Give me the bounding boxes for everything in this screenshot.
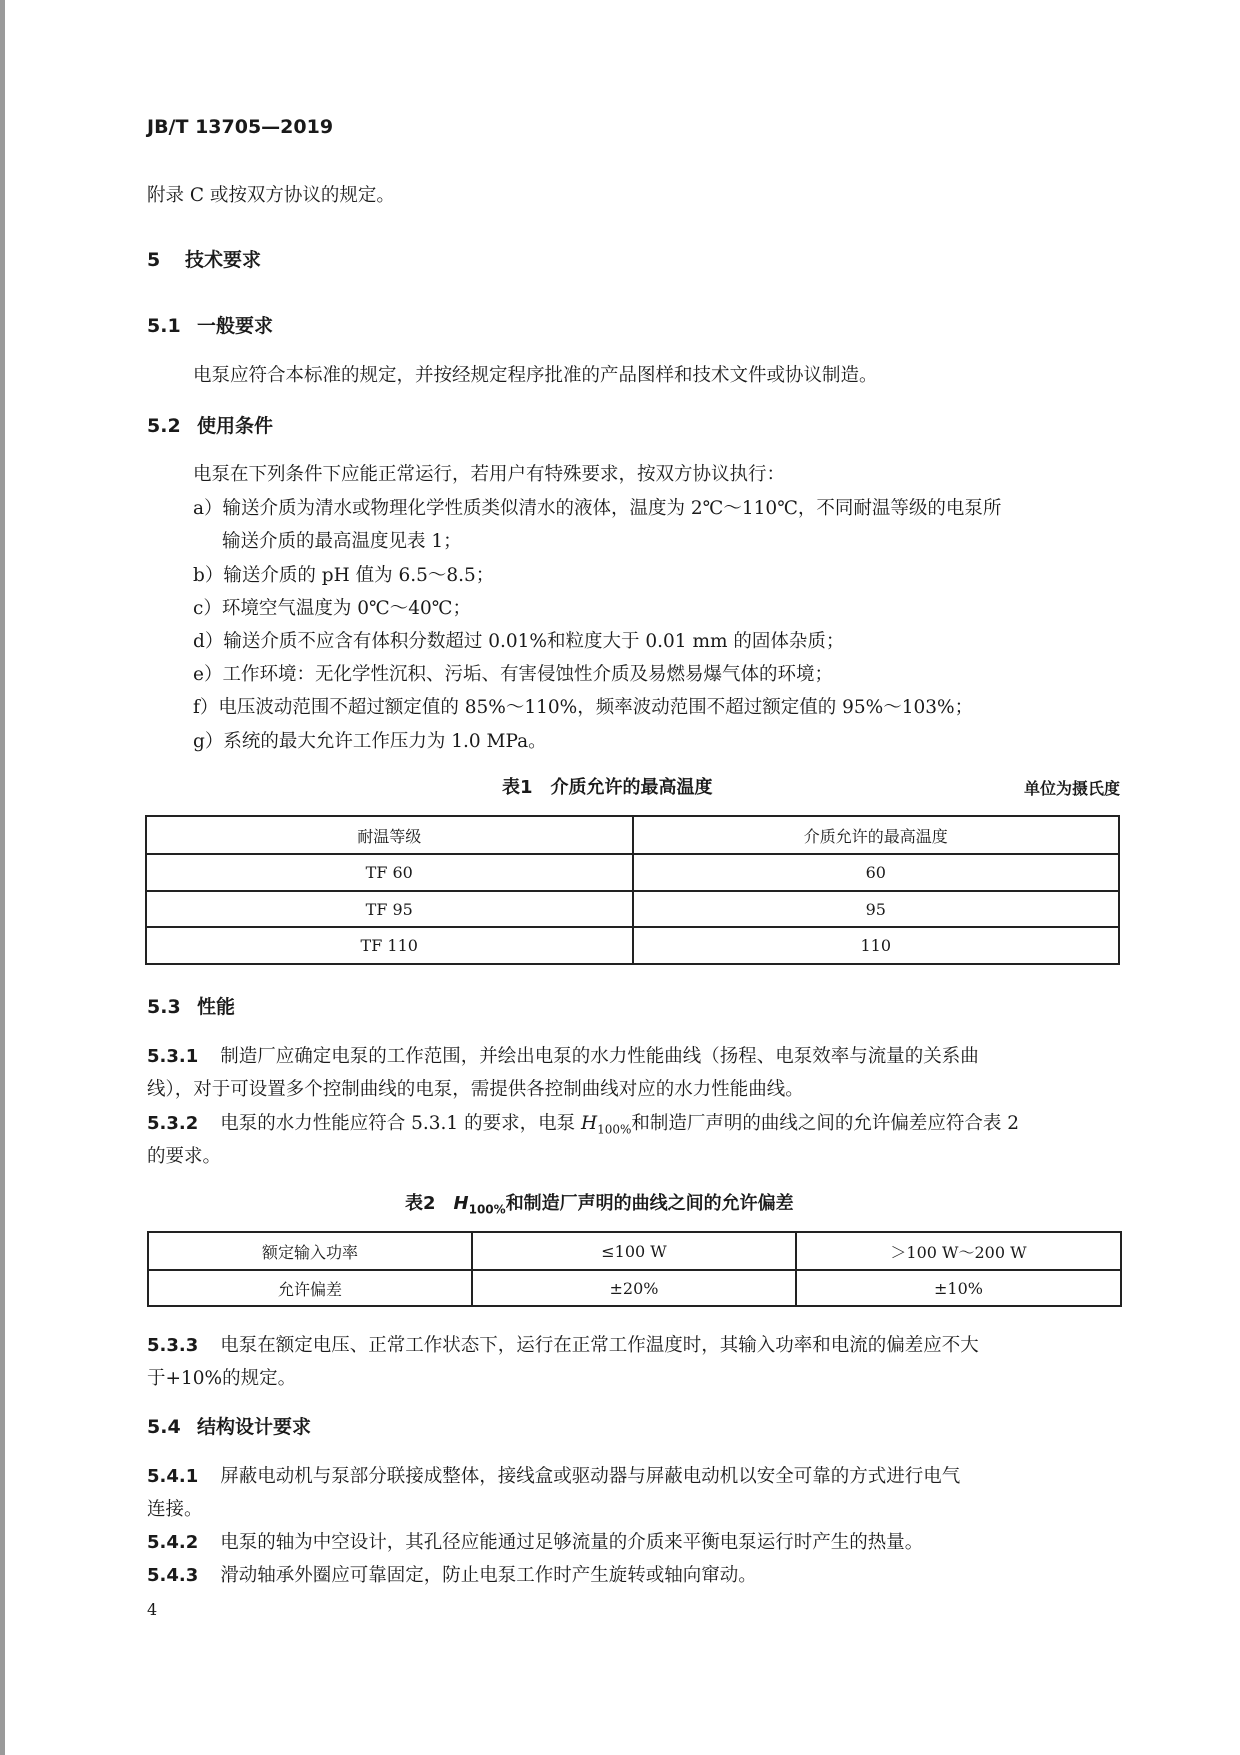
section-5-1-heading [147, 311, 273, 338]
table-2 [147, 1231, 1122, 1307]
condition-item-g: g）系统的最大允许工作压力为 1.0 MPa。 [193, 731, 547, 752]
section-5-2-intro: 电泵在下列条件下应能正常运行，若用户有特殊要求，按双方协议执行： [193, 464, 786, 485]
head-subscript: 100% [597, 1122, 632, 1137]
table-cell: ±10% [796, 1270, 1121, 1306]
condition-item-a-cont: 输送介质的最高温度见表 1； [222, 531, 462, 552]
head-subscript: 100% [468, 1202, 506, 1217]
table-header-cell: 耐温等级 [146, 816, 633, 854]
clause-5-3-3-cont: 于+10%的规定。 [147, 1368, 297, 1389]
clause-text: 屏蔽电动机与泵部分联接成整体，接线盒或驱动器与屏蔽电动机以安全可靠的方式进行电气 [220, 1466, 961, 1487]
table-cell: TF 110 [146, 927, 633, 964]
condition-item-e: e）工作环境：无化学性沉积、污垢、有害侵蚀性介质及易燃易爆气体的环境； [193, 664, 833, 685]
page-number: 4 [147, 1600, 158, 1619]
section-5-4-heading [147, 1412, 311, 1439]
clause-5-4-3 [147, 1561, 757, 1587]
clause-text: 和制造厂声明的曲线之间的允许偏差应符合表 2 [631, 1113, 1020, 1134]
section-5-heading [147, 245, 261, 272]
section-title: 结构设计要求 [197, 1416, 312, 1438]
clause-text: 制造厂应确定电泵的工作范围，并绘出电泵的水力性能曲线（扬程、电泵效率与流量的关系曲 [220, 1046, 979, 1067]
table-cell: TF 60 [146, 854, 633, 891]
table-cell: 95 [633, 891, 1120, 927]
head-symbol: H [580, 1113, 598, 1134]
condition-item-a: a）输送介质为清水或物理化学性质类似清水的液体，温度为 2℃～110℃，不同耐温等级的电泵所 [193, 498, 1002, 519]
clause-text: 电泵的轴为中空设计，其孔径应能通过足够流量的介质来平衡电泵运行时产生的热量。 [220, 1532, 924, 1553]
table-row [146, 891, 1119, 927]
table-1-caption: 表1 介质允许的最高温度 [502, 777, 713, 798]
section-5-3-heading [147, 992, 235, 1019]
condition-item-c: c）环境空气温度为 0℃～40℃； [193, 598, 471, 619]
table-cell: 额定输入功率 [148, 1232, 472, 1270]
clause-5-3-1-cont: 线），对于可设置多个控制曲线的电泵，需提供各控制曲线对应的水力性能曲线。 [147, 1079, 804, 1100]
clause-5-3-3 [147, 1331, 979, 1357]
table-1 [145, 815, 1120, 965]
clause-5-4-1-cont: 连接。 [147, 1499, 203, 1520]
condition-item-d: d）输送介质不应含有体积分数超过 0.01%和粒度大于 0.01 mm 的固体杂质； [193, 631, 845, 652]
document-id: JB/T 13705—2019 [147, 116, 334, 138]
clause-number: 5.4.2 [147, 1532, 199, 1553]
clause-number: 5.3.1 [147, 1046, 199, 1067]
table-cell: ≤100 W [472, 1232, 796, 1270]
table-1-unit: 单位为摄氏度 [1023, 779, 1120, 798]
section-number: 5.4 [147, 1416, 181, 1438]
table-cell: ±20% [472, 1270, 796, 1306]
section-number: 5.1 [147, 315, 181, 337]
clause-text: 电泵的水力性能应符合 5.3.1 的要求，电泵 [220, 1113, 581, 1134]
page-left-edge [0, 0, 5, 1755]
table-cell: 60 [633, 854, 1120, 891]
clause-5-3-2-cont: 的要求。 [147, 1146, 222, 1167]
condition-item-f: f）电压波动范围不超过额定值的 85%～110%，频率波动范围不超过额定值的 95%～103%； [193, 697, 974, 718]
section-title: 一般要求 [197, 315, 274, 337]
table-row [146, 854, 1119, 891]
head-symbol: H [453, 1193, 469, 1214]
table-2-caption [405, 1189, 794, 1217]
section-title: 使用条件 [197, 415, 274, 437]
caption-prefix: 表2 [405, 1193, 454, 1214]
caption-text: 和制造厂声明的曲线之间的允许偏差 [505, 1193, 794, 1214]
table-header-cell: 介质允许的最高温度 [633, 816, 1120, 854]
clause-5-4-1 [147, 1462, 960, 1488]
section-number: 5 [147, 249, 161, 271]
section-number: 5.3 [147, 996, 181, 1018]
table-row [148, 1232, 1121, 1270]
condition-item-b: b）输送介质的 pH 值为 6.5～8.5； [193, 565, 495, 586]
section-title: 性能 [197, 996, 236, 1018]
clause-5-3-2 [147, 1109, 1019, 1137]
clause-text: 电泵在额定电压、正常工作状态下，运行在正常工作温度时，其输入功率和电流的偏差应不大 [220, 1335, 979, 1356]
clause-text: 滑动轴承外圈应可靠固定，防止电泵工作时产生旋转或轴向窜动。 [220, 1565, 757, 1586]
table-header-row [146, 816, 1119, 854]
table-cell: ＞100 W～200 W [796, 1232, 1121, 1270]
clause-number: 5.3.2 [147, 1113, 199, 1134]
section-number: 5.2 [147, 415, 181, 437]
section-5-2-heading [147, 411, 273, 438]
table-row [146, 927, 1119, 964]
intro-line: 附录 C 或按双方协议的规定。 [147, 185, 395, 206]
section-title: 技术要求 [185, 249, 262, 271]
table-row [148, 1270, 1121, 1306]
table-cell: TF 95 [146, 891, 633, 927]
clause-number: 5.3.3 [147, 1335, 199, 1356]
table-cell: 110 [633, 927, 1120, 964]
clause-number: 5.4.1 [147, 1466, 199, 1487]
clause-5-3-1 [147, 1042, 979, 1068]
clause-5-4-2 [147, 1528, 923, 1554]
clause-number: 5.4.3 [147, 1565, 199, 1586]
section-5-1-text: 电泵应符合本标准的规定，并按经规定程序批准的产品图样和技术文件或协议制造。 [193, 365, 878, 386]
table-cell: 允许偏差 [148, 1270, 472, 1306]
